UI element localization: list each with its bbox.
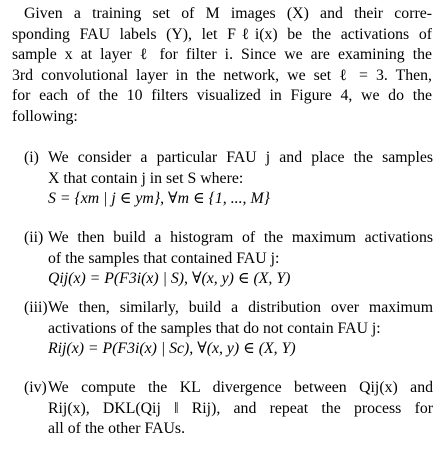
equation-r: Rij(x) = P(F3i(x) | Sc), ∀(x, y) ∈ (X, Y) — [48, 340, 296, 358]
list-item-line: Rij(x), DKL(Qij ‖ Rij), and repeat the process for — [48, 399, 433, 417]
intro-line: following: — [12, 107, 78, 125]
intro-line: Given a training set of M images (X) and their corre- — [24, 5, 432, 22]
list-item-line: We consider a particular FAU j and place the samples — [48, 149, 433, 166]
list-item-body — [48, 378, 433, 440]
list-item-line: activations of the samples that do not contain FAU j: — [48, 319, 381, 337]
list-item-line: all of the other FAUs. — [48, 420, 186, 438]
equation-q: Qij(x) = P(F3i(x) | S), ∀(x, y) ∈ (X, Y) — [48, 270, 291, 288]
list-item-line: of the samples that contained FAU j: — [48, 249, 280, 267]
list-item-line: We compute the KL divergence between Qij(x) and — [48, 379, 433, 396]
list-item-line: We then, similarly, build a distribution over maximum — [48, 299, 433, 316]
list-item-label: (ii) — [24, 229, 44, 246]
list-item-body — [48, 228, 433, 290]
list-item-line: X that contain j in set S where: — [48, 169, 244, 187]
list-item-label: (iii) — [24, 299, 48, 316]
list-item-body — [48, 148, 433, 210]
list-item-line: We then build a histogram of the maximum activations — [48, 229, 433, 246]
intro-line: sample x at layer ℓ for filter i. Since we are examining the — [12, 46, 432, 64]
list-item-body — [48, 298, 433, 360]
equation-set-s: S = {xm | j ∈ ym}, ∀m ∈ {1, ..., M} — [48, 190, 270, 208]
list-item-label: (iv) — [24, 379, 47, 396]
intro-line: for each of the 10 filters visualized in Figure 4, we do the — [12, 87, 432, 105]
intro-paragraph — [12, 4, 432, 128]
list-item-label: (i) — [24, 149, 39, 166]
intro-line: sponding FAU labels (Y), let Fℓi(x) be the activations of — [12, 25, 432, 43]
intro-line: 3rd convolutional layer in the network, we set ℓ = 3. Then, — [12, 66, 432, 84]
